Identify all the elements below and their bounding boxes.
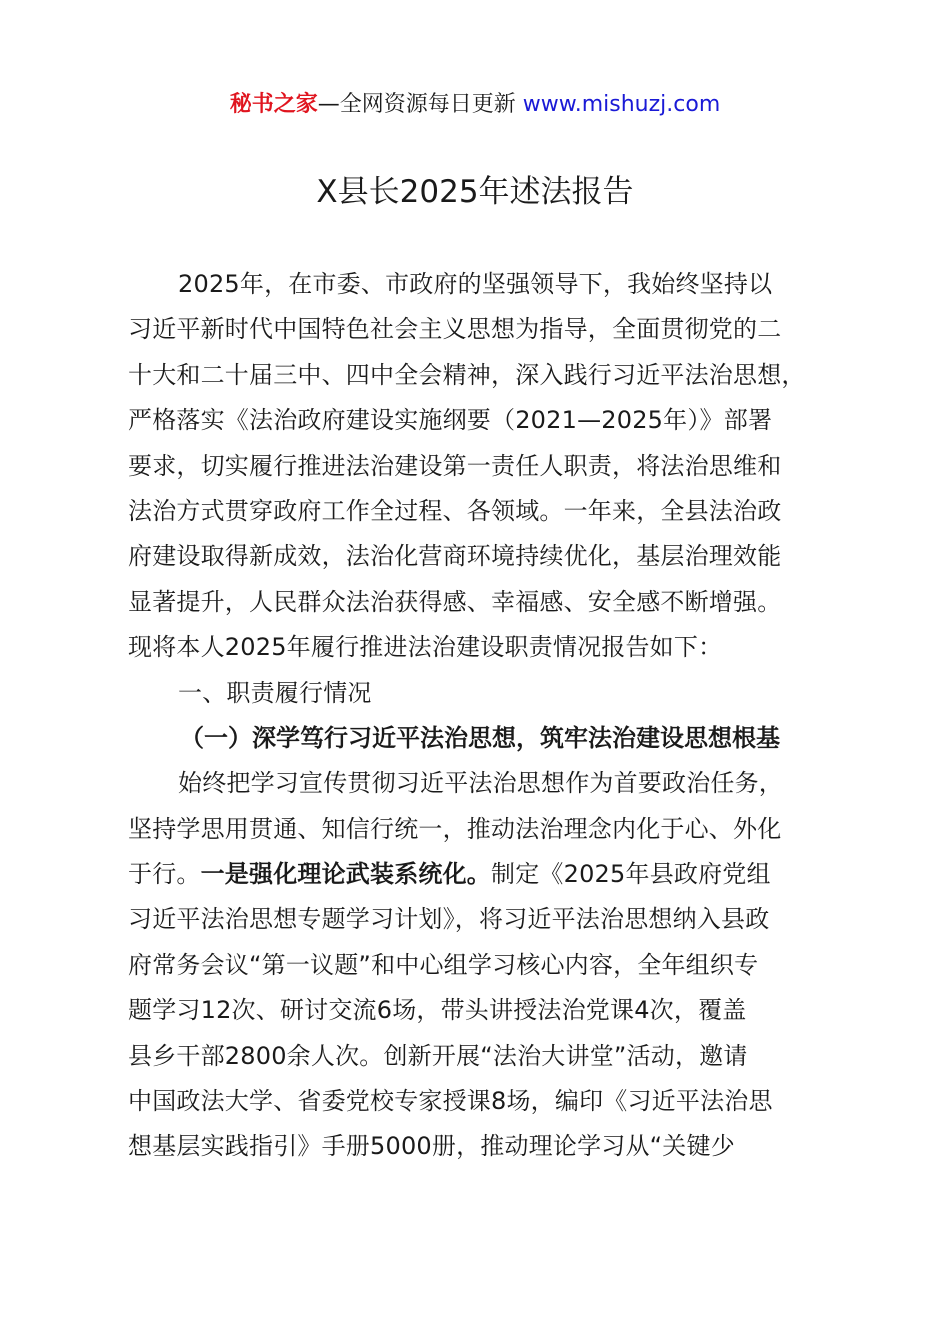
paragraph-line: 中国政法大学、省委党校专家授课8场，编印《习近平法治思: [128, 1087, 773, 1116]
paragraph-line: [128, 852, 848, 897]
document-body: [128, 262, 848, 1170]
paragraph-line: 府常务会议“第一议题”和中心组学习核心内容，全年组织专: [128, 950, 759, 979]
paragraph-line: 法治方式贯穿政府工作全过程、各领域。一年来，全县法治政: [128, 496, 782, 525]
paragraph-line: 习近平新时代中国特色社会主义思想为指导，全面贯彻党的二: [128, 315, 782, 344]
paragraph-line: 习近平法治思想专题学习计划》，将习近平法治思想纳入县政: [128, 905, 770, 934]
paragraph-line: 想基层实践指引》手册5000册，推动理论学习从“关键少: [128, 1132, 735, 1161]
paragraph-line: 府建设取得新成效，法治化营商环境持续优化，基层治理效能: [128, 542, 782, 571]
site-slogan: —全网资源每日更新: [317, 92, 516, 117]
document-title: X县长2025年述法报告: [316, 174, 634, 210]
paragraph-text: 于行。: [128, 860, 201, 889]
key-point-label: 一是强化理论武装系统化。: [200, 860, 492, 889]
paragraph-line: 严格落实《法治政府建设实施纲要（2021—2025年）》部署: [128, 406, 773, 435]
subsection-heading: （一）深学笃行习近平法治思想，筑牢法治建设思想根基: [180, 723, 780, 752]
site-brand: 秘书之家: [229, 92, 318, 117]
paragraph-line: 2025年，在市委、市政府的坚强领导下，我始终坚持以: [178, 270, 773, 298]
paragraph-line: 现将本人2025年履行推进法治建设职责情况报告如下：: [128, 633, 723, 662]
paragraph-line: 始终把学习宣传贯彻习近平法治思想作为首要政治任务，: [178, 769, 783, 798]
paragraph-text: 制定《2025年县政府党组: [491, 860, 771, 889]
paragraph-line: 十大和二十届三中、四中全会精神，深入践行习近平法治思想，: [128, 360, 806, 389]
paragraph-line: 要求，切实履行推进法治建设第一责任人职责，将法治思维和: [128, 451, 782, 480]
paragraph-line: 坚持学思用贯通、知信行统一，推动法治理念内化于心、外化: [128, 814, 782, 843]
paragraph-line: 题学习12次、研讨交流6场，带头讲授法治党课4次，覆盖: [128, 996, 747, 1025]
section-heading: 一、职责履行情况: [178, 678, 372, 707]
paragraph-line: 县乡干部2800余人次。创新开展“法治大讲堂”活动，邀请: [128, 1041, 748, 1070]
paragraph-line: 显著提升，人民群众法治获得感、幸福感、安全感不断增强。: [128, 587, 782, 616]
site-header: [0, 89, 950, 121]
site-url-link[interactable]: www.mishuzj.com: [522, 92, 721, 117]
